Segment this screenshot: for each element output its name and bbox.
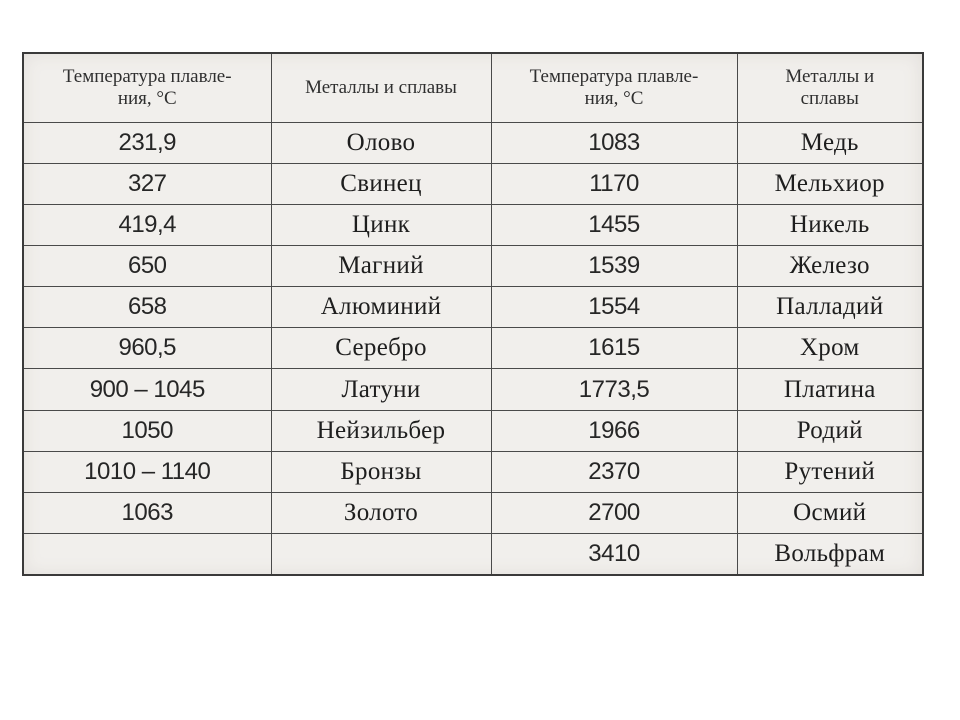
metal-cell: Осмий (737, 492, 923, 533)
metal-cell: Мельхиор (737, 164, 923, 205)
temperature-cell: 1773,5 (491, 369, 737, 410)
temperature-cell: 1050 (23, 410, 271, 451)
temperature-cell: 650 (23, 246, 271, 287)
temperature-cell: 900 – 1045 (23, 369, 271, 410)
header-line: ния, °С (584, 88, 644, 109)
temperature-cell: 231,9 (23, 123, 271, 164)
metal-cell: Платина (737, 369, 923, 410)
header-line: Температура плавле- (62, 66, 232, 87)
metal-cell: Свинец (271, 164, 491, 205)
temperature-cell: 419,4 (23, 205, 271, 246)
temperature-cell: 1083 (491, 123, 737, 164)
metal-cell: Железо (737, 246, 923, 287)
metal-cell: Палладий (737, 287, 923, 328)
metal-cell: Хром (737, 328, 923, 369)
metal-cell: Нейзильбер (271, 410, 491, 451)
temperature-cell: 327 (23, 164, 271, 205)
table-row (23, 328, 923, 369)
table-row (23, 492, 923, 533)
melting-point-table (22, 52, 924, 576)
table-row (23, 287, 923, 328)
temperature-cell: 1063 (23, 492, 271, 533)
temperature-cell: 658 (23, 287, 271, 328)
metal-cell: Золото (271, 492, 491, 533)
header-line: Температура плавле- (529, 66, 699, 87)
header-line: ния, °С (117, 88, 177, 109)
temperature-cell: 2370 (491, 451, 737, 492)
header-melting-temperature-left (23, 53, 271, 123)
metal-cell: Вольфрам (737, 533, 923, 575)
metal-cell: Рутений (737, 451, 923, 492)
header-line: Металлы и (785, 66, 875, 87)
temperature-cell: 1170 (491, 164, 737, 205)
table-row (23, 533, 923, 575)
metal-cell: Родий (737, 410, 923, 451)
temperature-cell: 1539 (491, 246, 737, 287)
table-row (23, 451, 923, 492)
metal-cell: Олово (271, 123, 491, 164)
metal-cell: Латуни (271, 369, 491, 410)
temperature-cell: 1455 (491, 205, 737, 246)
temperature-cell: 1615 (491, 328, 737, 369)
table-row (23, 410, 923, 451)
temperature-cell (23, 533, 271, 575)
metal-cell: Магний (271, 246, 491, 287)
table-header-row (23, 53, 923, 123)
metal-cell: Медь (737, 123, 923, 164)
table-row (23, 369, 923, 410)
header-metals-alloys-left (271, 53, 491, 123)
temperature-cell: 2700 (491, 492, 737, 533)
header-line: сплавы (800, 88, 859, 109)
header-line: Металлы и сплавы (305, 77, 457, 98)
table-row (23, 123, 923, 164)
metal-cell: Алюминий (271, 287, 491, 328)
header-melting-temperature-right (491, 53, 737, 123)
header-metals-alloys-right (737, 53, 923, 123)
metal-cell: Бронзы (271, 451, 491, 492)
temperature-cell: 3410 (491, 533, 737, 575)
temperature-cell: 1010 – 1140 (23, 451, 271, 492)
metal-cell: Цинк (271, 205, 491, 246)
table-row (23, 246, 923, 287)
temperature-cell: 1554 (491, 287, 737, 328)
table-row (23, 164, 923, 205)
metal-cell: Никель (737, 205, 923, 246)
metal-cell: Серебро (271, 328, 491, 369)
temperature-cell: 960,5 (23, 328, 271, 369)
table-row (23, 205, 923, 246)
temperature-cell: 1966 (491, 410, 737, 451)
metal-cell (271, 533, 491, 575)
